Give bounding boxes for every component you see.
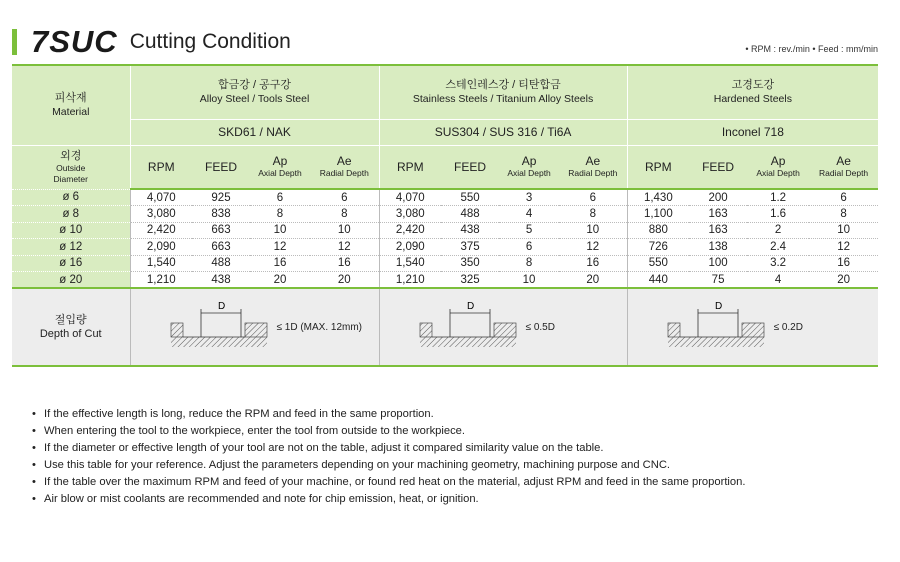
depth-diagram-alloy xyxy=(130,288,379,366)
table-row xyxy=(12,189,878,206)
value-cell: 488 xyxy=(441,206,499,223)
d-label: D xyxy=(217,301,225,312)
col-ap-header: Ap Axial Depth xyxy=(250,145,310,189)
note-item: • If the table over the maximum RPM and feed of your machine, or found red heat on the material, adjust RPM and feed in the same proportion. xyxy=(34,474,745,491)
value-cell: 6 xyxy=(559,189,627,206)
col-ae-header: Ae Radial Depth xyxy=(310,145,379,189)
value-cell: 10 xyxy=(250,222,310,239)
value-cell: 8 xyxy=(559,206,627,223)
col-rpm-header: RPM xyxy=(379,145,441,189)
value-cell: 20 xyxy=(559,272,627,289)
value-cell: 1.2 xyxy=(747,189,809,206)
grade-hardened: Inconel 718 xyxy=(627,119,878,145)
table-row xyxy=(12,222,878,239)
value-cell: 8 xyxy=(310,206,379,223)
diameter-cell: ø 20 xyxy=(12,272,130,289)
value-cell: 438 xyxy=(192,272,250,289)
value-cell: 2,420 xyxy=(379,222,441,239)
value-cell: 138 xyxy=(689,239,747,256)
col-rpm-header: RPM xyxy=(627,145,689,189)
note-item: • If the effective length is long, reduce the RPM and feed in the same proportion. xyxy=(34,406,745,423)
value-cell: 550 xyxy=(627,255,689,272)
col-ae-header: Ae Radial Depth xyxy=(809,145,878,189)
diameter-cell: ø 8 xyxy=(12,206,130,223)
value-cell: 8 xyxy=(499,255,559,272)
value-cell: 20 xyxy=(250,272,310,289)
table-row xyxy=(12,272,878,289)
depth-limit-alloy: ≤ 1D (MAX. 12mm) xyxy=(276,322,362,333)
value-cell: 2,420 xyxy=(130,222,192,239)
diameter-cell: ø 12 xyxy=(12,239,130,256)
value-cell: 488 xyxy=(192,255,250,272)
value-cell: 1,210 xyxy=(130,272,192,289)
depth-diagram-stainless xyxy=(379,288,627,366)
value-cell: 163 xyxy=(689,206,747,223)
value-cell: 4,070 xyxy=(379,189,441,206)
value-cell: 20 xyxy=(310,272,379,289)
note-item: • Air blow or mist coolants are recommended and note for chip emission, heat, or ignition. xyxy=(34,491,745,508)
value-cell: 1,540 xyxy=(379,255,441,272)
value-cell: 550 xyxy=(441,189,499,206)
value-cell: 12 xyxy=(250,239,310,256)
brand-name: 7SUC xyxy=(31,24,118,59)
value-cell: 2 xyxy=(747,222,809,239)
value-cell: 16 xyxy=(310,255,379,272)
value-cell: 75 xyxy=(689,272,747,289)
value-cell: 8 xyxy=(250,206,310,223)
diameter-cell: ø 6 xyxy=(12,189,130,206)
outside-diameter-header: 외경 Outside Diameter xyxy=(12,145,130,189)
material-header: 피삭재 Material xyxy=(12,65,130,145)
value-cell: 3,080 xyxy=(379,206,441,223)
value-cell: 16 xyxy=(250,255,310,272)
value-cell: 163 xyxy=(689,222,747,239)
grade-stainless: SUS304 / SUS 316 / Ti6A xyxy=(379,119,627,145)
value-cell: 1,100 xyxy=(627,206,689,223)
value-cell: 4 xyxy=(747,272,809,289)
col-feed-header: FEED xyxy=(441,145,499,189)
value-cell: 12 xyxy=(559,239,627,256)
depth-of-cut-label: 절입량 Depth of Cut xyxy=(12,288,130,366)
value-cell: 3 xyxy=(499,189,559,206)
value-cell: 325 xyxy=(441,272,499,289)
notes-list xyxy=(34,406,745,508)
value-cell: 2.4 xyxy=(747,239,809,256)
value-cell: 880 xyxy=(627,222,689,239)
value-cell: 438 xyxy=(441,222,499,239)
value-cell: 4 xyxy=(499,206,559,223)
value-cell: 726 xyxy=(627,239,689,256)
diameter-cell: ø 10 xyxy=(12,222,130,239)
units-note: • RPM : rev./min • Feed : mm/min xyxy=(745,44,878,54)
value-cell: 3,080 xyxy=(130,206,192,223)
table-row xyxy=(12,239,878,256)
group-header-alloy: 합금강 / 공구강 Alloy Steel / Tools Steel xyxy=(130,65,379,119)
value-cell: 2,090 xyxy=(379,239,441,256)
col-ap-header: Ap Axial Depth xyxy=(499,145,559,189)
value-cell: 10 xyxy=(809,222,878,239)
col-ae-header: Ae Radial Depth xyxy=(559,145,627,189)
title-bar xyxy=(12,26,291,58)
value-cell: 6 xyxy=(250,189,310,206)
col-feed-header: FEED xyxy=(192,145,250,189)
value-cell: 5 xyxy=(499,222,559,239)
col-ap-header: Ap Axial Depth xyxy=(747,145,809,189)
depth-limit-hardened: ≤ 0.2D xyxy=(773,322,803,333)
value-cell: 10 xyxy=(559,222,627,239)
value-cell: 663 xyxy=(192,222,250,239)
value-cell: 1,430 xyxy=(627,189,689,206)
value-cell: 3.2 xyxy=(747,255,809,272)
value-cell: 2,090 xyxy=(130,239,192,256)
value-cell: 12 xyxy=(809,239,878,256)
value-cell: 838 xyxy=(192,206,250,223)
value-cell: 1,210 xyxy=(379,272,441,289)
diameter-cell: ø 16 xyxy=(12,255,130,272)
depth-limit-stainless: ≤ 0.5D xyxy=(525,322,555,333)
note-item: • Use this table for your reference. Adjust the parameters depending on your machining geometry, machining purpose and CNC. xyxy=(34,457,745,474)
col-feed-header: FEED xyxy=(689,145,747,189)
note-item: • If the diameter or effective length of your tool are not on the table, adjust it compared similarity value on the table. xyxy=(34,440,745,457)
value-cell: 375 xyxy=(441,239,499,256)
title-accent-bar xyxy=(12,29,17,55)
value-cell: 1,540 xyxy=(130,255,192,272)
depth-of-cut-diagram-1 xyxy=(169,299,269,357)
d-label: D xyxy=(466,301,474,312)
note-item: • When entering the tool to the workpiece, enter the tool from outside to the workpiece. xyxy=(34,423,745,440)
value-cell: 10 xyxy=(310,222,379,239)
value-cell: 10 xyxy=(499,272,559,289)
value-cell: 1.6 xyxy=(747,206,809,223)
table-row xyxy=(12,206,878,223)
value-cell: 6 xyxy=(809,189,878,206)
depth-of-cut-diagram-2 xyxy=(418,299,518,357)
grade-alloy: SKD61 / NAK xyxy=(130,119,379,145)
value-cell: 4,070 xyxy=(130,189,192,206)
value-cell: 6 xyxy=(499,239,559,256)
value-cell: 8 xyxy=(809,206,878,223)
group-header-hardened: 고경도강 Hardened Steels xyxy=(627,65,878,119)
value-cell: 440 xyxy=(627,272,689,289)
col-rpm-header: RPM xyxy=(130,145,192,189)
value-cell: 16 xyxy=(559,255,627,272)
d-label: D xyxy=(714,301,722,312)
value-cell: 20 xyxy=(809,272,878,289)
depth-diagram-hardened xyxy=(627,288,878,366)
depth-of-cut-diagram-3 xyxy=(666,299,766,357)
value-cell: 6 xyxy=(310,189,379,206)
value-cell: 12 xyxy=(310,239,379,256)
table-row xyxy=(12,255,878,272)
value-cell: 200 xyxy=(689,189,747,206)
page-title: Cutting Condition xyxy=(129,30,291,53)
value-cell: 925 xyxy=(192,189,250,206)
value-cell: 100 xyxy=(689,255,747,272)
group-header-stainless: 스테인레스강 / 티탄합금 Stainless Steels / Titanium Alloy Steels xyxy=(379,65,627,119)
value-cell: 16 xyxy=(809,255,878,272)
cutting-condition-table xyxy=(12,64,878,367)
value-cell: 663 xyxy=(192,239,250,256)
value-cell: 350 xyxy=(441,255,499,272)
